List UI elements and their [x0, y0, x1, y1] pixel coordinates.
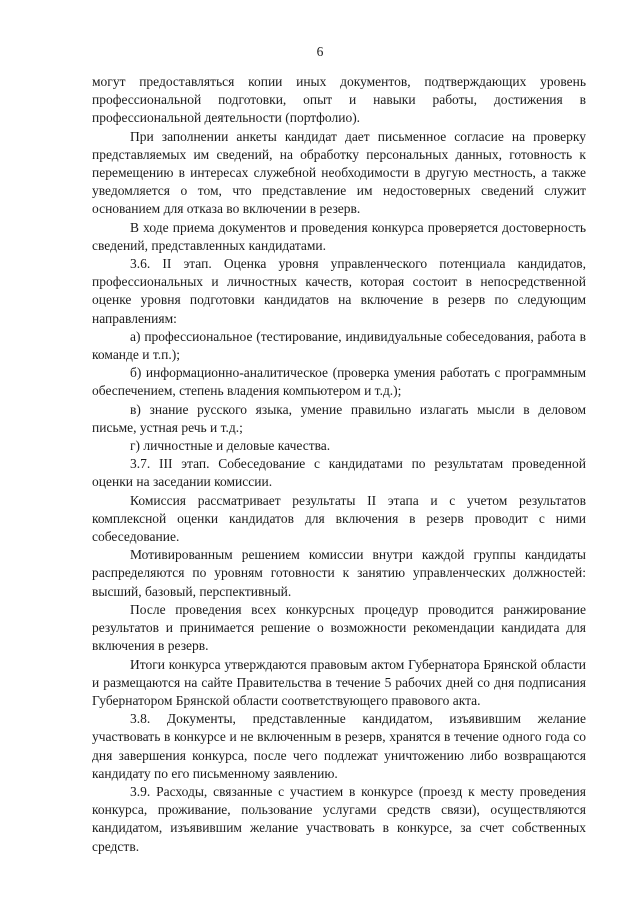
page-number: 6 — [316, 44, 324, 59]
paragraph-ranking: После проведения всех конкурсных процедур проводится ранжирование результатов и принимается решение о возможности рекомендации кандидата для включения в резерв. — [92, 601, 586, 654]
document-body — [92, 73, 586, 856]
paragraph-readiness-levels: Мотивированным решением комиссии внутри каждой группы кандидаты распределяются по уровням готовности к занятию управленческих должностей: высший, базовый, перспективный. — [92, 547, 586, 599]
paragraph-stage-3: 3.7. III этап. Собеседование с кандидатами по результатам проведенной оценки на заседании комиссии. — [92, 456, 586, 490]
paragraph-portfolio: могут предоставляться копии иных документов, подтверждающих уровень профессиональной подготовки, опыт и навыки работы, достижения в профессиональной деятельности (портфолио). — [92, 74, 586, 126]
paragraph-verification: В ходе приема документов и проведения конкурса проверяется достоверность сведений, представленных кандидатами. — [92, 219, 586, 253]
list-item-c: в) знание русского языка, умение правильно излагать мысли в деловом письме, устная речь и т.д.; — [92, 401, 586, 435]
list-item-d: г) личностные и деловые качества. — [130, 438, 331, 454]
list-item-a: а) профессиональное (тестирование, индивидуальные собеседования, работа в команде и т.п.); — [92, 328, 586, 363]
paragraph-stage-2: 3.6. II этап. Оценка уровня управленческого потенциала кандидатов, профессиональных и личностных качеств, которая состоит в непосредственной оценке уровня подготовки кандидатов на включение в резерв по следующим направлениям: — [92, 256, 586, 326]
list-item-b: б) информационно-аналитическое (проверка умения работать с программным обеспечением, степень владения компьютером и т.д.); — [92, 365, 586, 399]
paragraph-expenses: 3.9. Расходы, связанные с участием в конкурсе (проезд к месту проведения конкурса, проживание, пользование услугами средств связи), осуществляются кандидатом, изъявившим желание участвовать в конкурсе, за счет собственных средств. — [92, 783, 586, 854]
paragraph-commission-review: Комиссия рассматривает результаты II этапа и с учетом результатов комплексной оценки кандидатов для включения в резерв проводит с ними собеседование. — [92, 492, 586, 545]
paragraph-results-approval: Итоги конкурса утверждаются правовым актом Губернатора Брянской области и размещаются на сайте Правительства в течение 5 рабочих дней со дня подписания Губернатором Брянской области соответствующего правового акта. — [92, 656, 586, 708]
paragraph-documents-storage: 3.8. Документы, представленные кандидатом, изъявившим желание участвовать в конкурсе и не включенным в резерв, хранятся в течение одного года со дня завершения конкурса, после чего подлежат уничтожению либо возвращаются кандидату по его письменному заявлению. — [92, 711, 586, 781]
paragraph-consent: При заполнении анкеты кандидат дает письменное согласие на проверку представляемых им сведений, на обработку персональных данных, готовность к перемещению в интересах служебной необходимости в другую местность, а также уведомляется о том, что представление им недостоверных сведений служит основанием для отказа во включении в резерв. — [92, 128, 586, 217]
